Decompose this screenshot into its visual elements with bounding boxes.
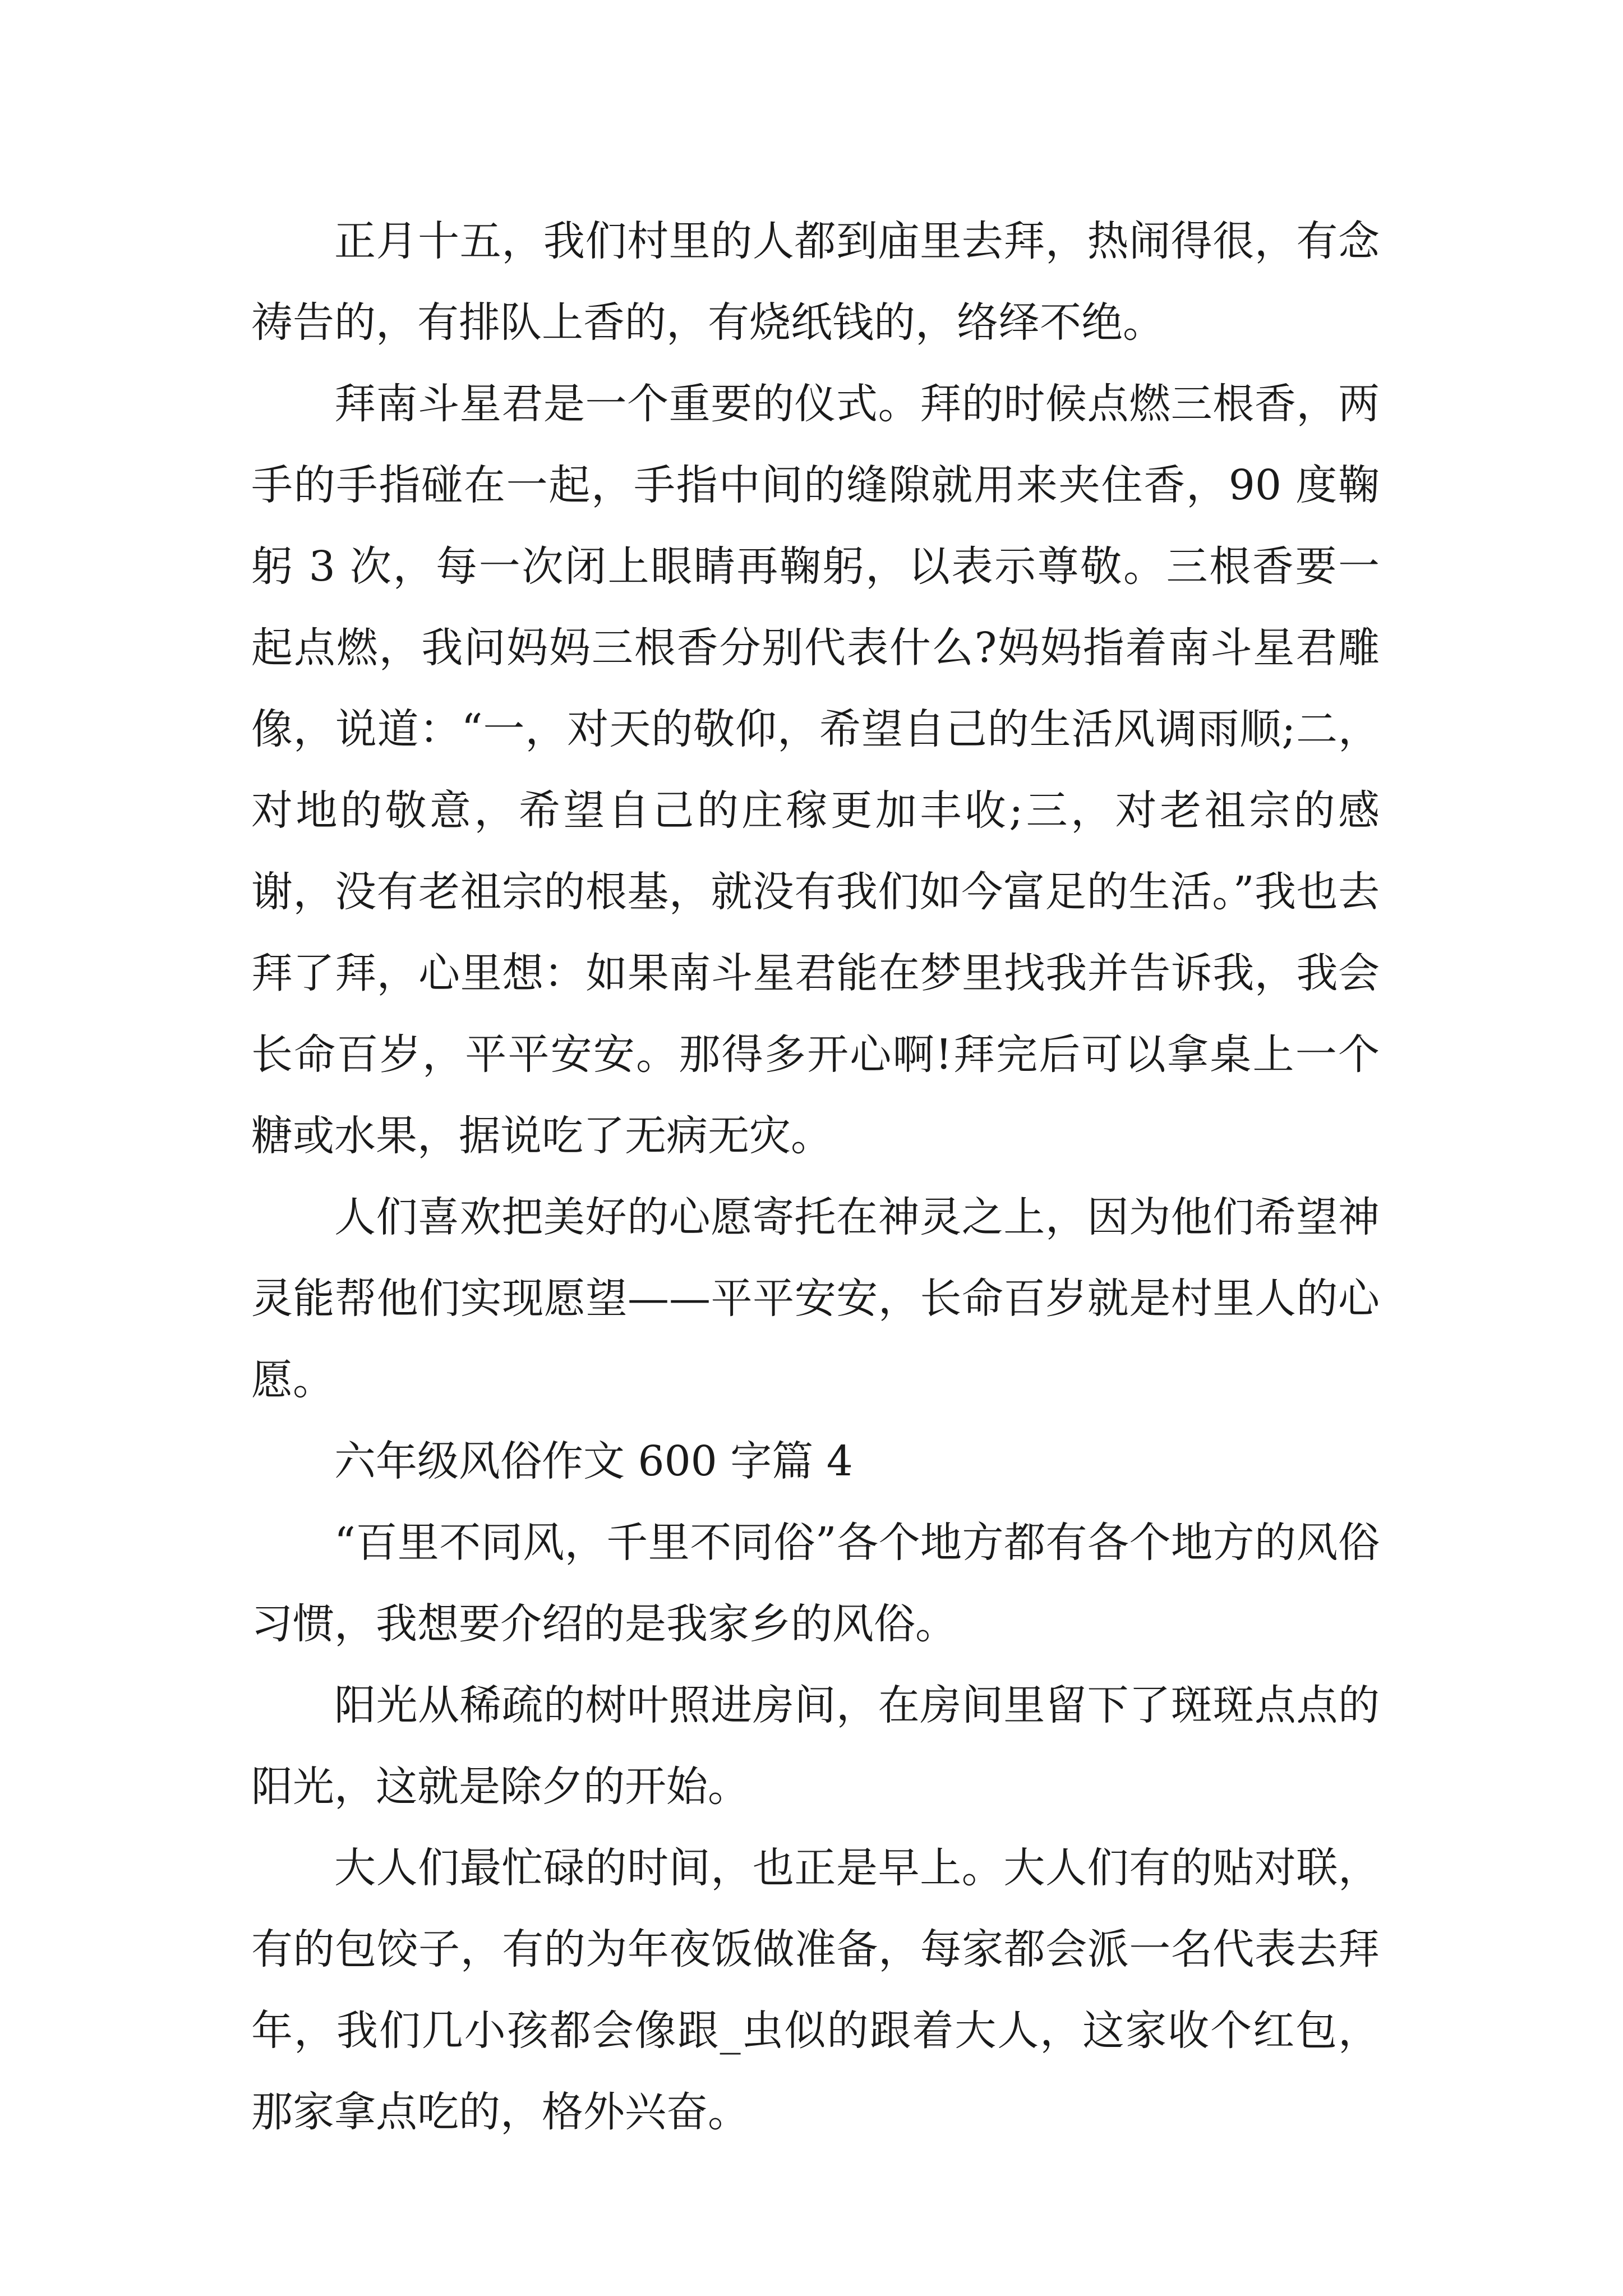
paragraph-busy-adults: 大人们最忙碌的时间，也正是早上。大人们有的贴对联，有的包饺子，有的为年夜饭做准备，每家都会派一名代表去拜年，我们几小孩都会像跟_虫似的跟着大人，这家收个红包，那家拿点吃的，格外兴奋。 [251,1844,1380,2136]
paragraph-new-year-eve-morning: 阳光从稀疏的树叶照进房间，在房间里留下了斑斑点点的阳光，这就是除夕的开始。 [251,1681,1380,1811]
paragraph-lantern-festival: 正月十五，我们村里的人都到庙里去拜，热闹得很，有念祷告的，有排队上香的，有烧纸钱的，络绎不绝。 [251,217,1380,347]
document-body [251,201,1380,2153]
paragraph-nandou-ritual: 拜南斗星君是一个重要的仪式。拜的时候点燃三根香，两手的手指碰在一起，手指中间的缝隙就用来夹住香，90 度鞠躬 3 次，每一次闭上眼睛再鞠躬，以表示尊敬。三根香要一起点燃，我问妈妈三根香分别代表什么?妈妈指着南斗星君雕像，说道：“一，对天的敬仰，希望自己的生活风调雨顺;二，对地的敬意，希望自己的庄稼更加丰收;三，对老祖宗的感谢，没有老祖宗的根基，就没有我们如今富足的生活。”我也去拜了拜，心里想：如果南斗星君能在梦里找我并告诉我，我会长命百岁，平平安安。那得多开心啊!拜完后可以拿桌上一个糖或水果，据说吃了无病无灾。 [251,380,1380,1160]
paragraph-customs-intro: “百里不同风，千里不同俗”各个地方都有各个地方的风俗习惯，我想要介绍的是我家乡的风俗。 [251,1519,1380,1648]
section-heading: 六年级风俗作文 600 字篇 4 [334,1437,853,1485]
paragraph-wishes: 人们喜欢把美好的心愿寄托在神灵之上，因为他们希望神灵能帮他们实现愿望——平平安安，长命百岁就是村里人的心愿。 [251,1193,1380,1404]
